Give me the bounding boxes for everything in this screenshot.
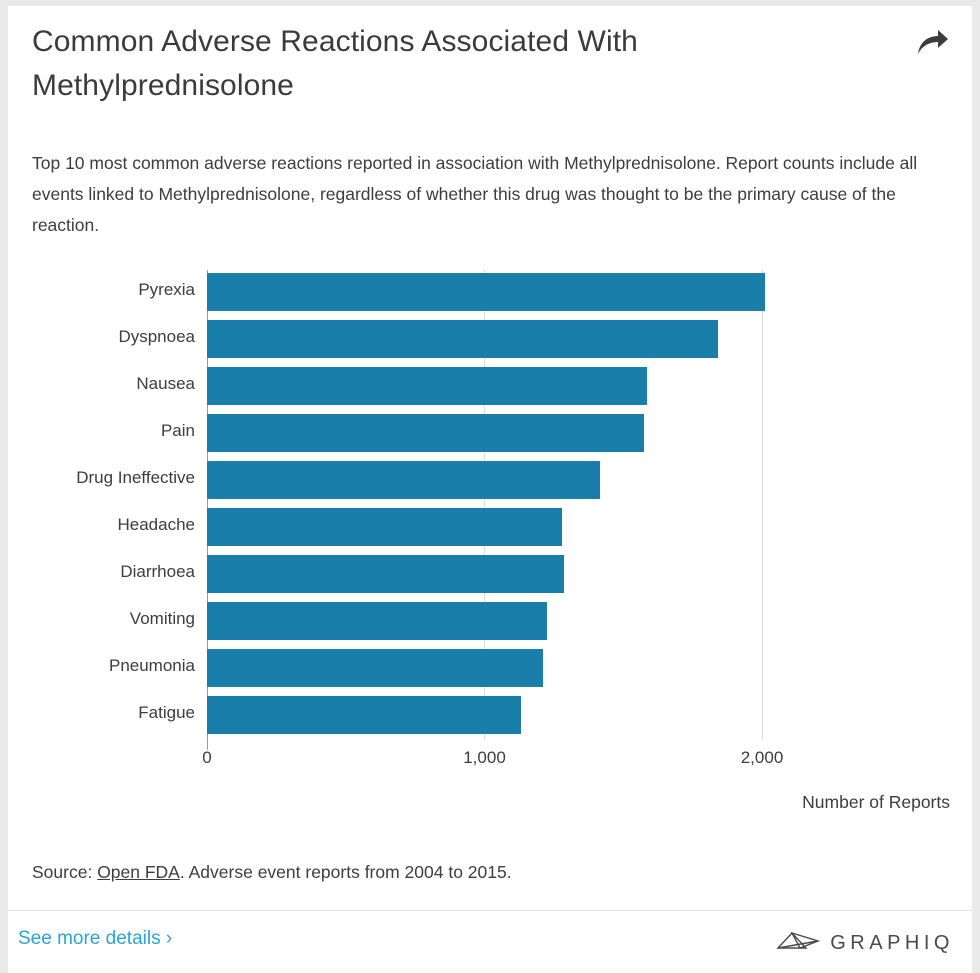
bar-row [129,599,767,646]
description-text: Top 10 most common adverse reactions reported in association with Methylprednisolone. Report counts include all events linked to Methylprednisolone, regardless of whether this drug was thought to be the primary cause of the reaction. [32,153,918,235]
card-left-edge [0,0,8,973]
bar [207,367,647,405]
category-label: Headache [117,515,195,534]
bar-chart [32,262,950,822]
bar-row [160,411,767,458]
plot-area [76,270,767,740]
x-axis-title: Number of Reports [802,792,950,812]
brand-lockup [776,928,954,959]
bar [207,414,644,452]
bar [207,696,521,734]
x-axis-ticks [202,748,784,778]
category-label: Diarrhoea [120,562,195,581]
category-label: Nausea [136,374,195,393]
bar [207,461,600,499]
category-label: Drug Ineffective [76,468,195,487]
page-title: Common Adverse Reactions Associated With Methylprednisolone [32,25,638,102]
category-label: Pain [160,421,195,440]
category-label: Vomiting [129,609,195,628]
category-label: Fatigue [138,703,195,722]
bar-row [118,317,767,364]
bar [207,602,547,640]
bar [207,320,718,358]
x-tick-label: 1,000 [463,748,506,767]
bar-row [138,693,767,740]
source-link[interactable]: Open FDA [97,862,180,882]
source-suffix: . Adverse event reports from 2004 to 2015. [179,862,512,882]
bar [207,273,765,311]
see-more-details-link[interactable]: See more details › [18,928,173,949]
bar [207,508,562,546]
bar [207,649,543,687]
brand-name: GRAPHIQ [830,932,954,954]
bar-row [136,364,767,411]
bar-row [108,646,767,693]
card-top-edge [0,0,980,6]
bar-row [138,270,767,317]
category-label: Pyrexia [138,280,195,299]
bar [207,555,564,593]
bar-row [120,552,767,599]
share-arrow-icon[interactable] [916,28,950,58]
category-label: Dyspnoea [118,327,195,346]
source-prefix: Source: [32,862,98,882]
footer-divider [8,910,972,911]
bar-row [76,458,767,505]
source-note [32,862,512,883]
bar-rows [76,270,767,740]
bar-row [117,505,767,552]
card-right-edge [972,0,980,973]
category-label: Pneumonia [108,656,195,675]
x-tick-label: 2,000 [740,748,784,767]
x-tick-label: 0 [202,748,212,767]
graphiq-logo-icon [776,928,820,959]
